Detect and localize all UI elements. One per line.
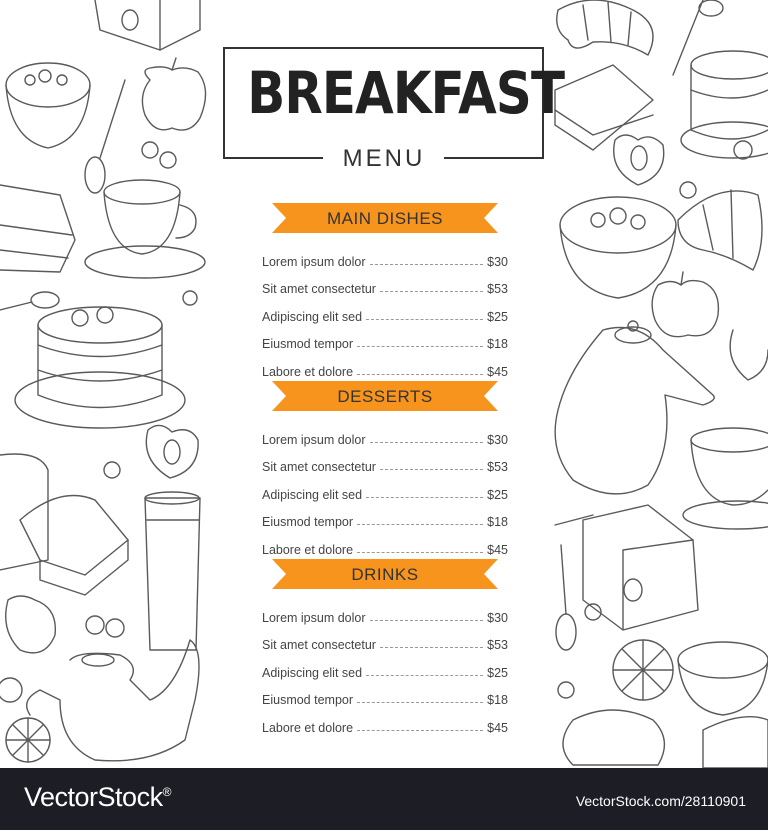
spoon-icon xyxy=(0,292,59,310)
section-desserts xyxy=(262,381,508,557)
item-price: $45 xyxy=(487,364,508,379)
dotted-leader xyxy=(370,264,484,265)
item-price: $30 xyxy=(487,610,508,625)
item-name: Eiusmod tempor xyxy=(262,515,354,529)
menu-item xyxy=(262,707,508,735)
right-illustrations xyxy=(553,0,768,768)
blueberries-icon xyxy=(86,142,197,637)
item-name: Eiusmod tempor xyxy=(262,693,354,707)
item-name: Lorem ipsum dolor xyxy=(262,610,366,625)
item-price: $45 xyxy=(487,542,508,557)
bread-icon xyxy=(0,454,128,595)
cereal-bowl-icon xyxy=(6,63,90,148)
dotted-leader xyxy=(357,346,483,347)
item-price: $30 xyxy=(487,254,508,269)
section-ribbon xyxy=(272,381,498,411)
apple-icon xyxy=(652,272,768,380)
item-price: $18 xyxy=(487,515,508,529)
dotted-leader xyxy=(366,497,483,498)
item-price: $25 xyxy=(487,665,508,680)
item-price: $18 xyxy=(487,337,508,351)
menu-item xyxy=(262,324,508,352)
item-name: Sit amet consectetur xyxy=(262,282,376,296)
pancakes-icon xyxy=(15,307,185,428)
coffee-cup-icon xyxy=(85,180,205,278)
section-heading: DRINKS xyxy=(351,565,419,584)
dotted-leader xyxy=(357,524,483,525)
coffee-cup-icon xyxy=(683,428,768,529)
menu-item xyxy=(262,597,508,625)
menu-item xyxy=(262,269,508,297)
item-price: $53 xyxy=(487,282,508,296)
menu-item xyxy=(262,447,508,475)
item-name: Sit amet consectetur xyxy=(262,460,376,474)
sandwich-icon xyxy=(0,185,75,272)
section-heading: DESSERTS xyxy=(337,387,433,406)
milk-carton-icon xyxy=(555,505,698,630)
menu-item xyxy=(262,241,508,269)
item-price: $30 xyxy=(487,432,508,447)
spoon-icon xyxy=(556,545,576,650)
section-ribbon xyxy=(272,203,498,233)
dotted-leader xyxy=(357,730,483,731)
dotted-leader xyxy=(366,319,483,320)
item-price: $45 xyxy=(487,720,508,735)
croissant-icon xyxy=(678,190,762,270)
menu-title: BREAKFAST xyxy=(247,59,565,127)
item-name: Lorem ipsum dolor xyxy=(262,254,366,269)
croissant-icon xyxy=(557,0,653,55)
croissant-icon xyxy=(563,710,768,768)
item-name: Labore et dolore xyxy=(262,720,354,735)
menu-item xyxy=(262,529,508,557)
menu-item xyxy=(262,680,508,708)
brand-name: VectorStock xyxy=(24,782,163,812)
menu-subtitle: MENU xyxy=(342,145,426,172)
item-name: Adipiscing elit sed xyxy=(262,309,363,324)
spoon-icon xyxy=(673,0,723,75)
dotted-leader xyxy=(357,702,483,703)
item-price: $25 xyxy=(487,309,508,324)
apple-icon xyxy=(142,58,205,130)
menu-item xyxy=(262,351,508,379)
blueberries-icon xyxy=(558,182,696,698)
watermark-bar xyxy=(0,768,768,830)
lemon-slice-icon xyxy=(613,640,673,700)
left-illustrations xyxy=(0,0,215,768)
item-name: Sit amet consectetur xyxy=(262,638,376,652)
dotted-leader xyxy=(380,291,483,292)
menu-item xyxy=(262,296,508,324)
teapot-icon xyxy=(27,640,199,761)
image-url: VectorStock.com/28110901 xyxy=(575,793,746,809)
porridge-bowl-icon xyxy=(678,642,768,715)
item-price: $53 xyxy=(487,460,508,474)
juice-glass-icon xyxy=(145,492,200,650)
dotted-leader xyxy=(357,374,483,375)
dotted-leader xyxy=(370,620,484,621)
section-ribbon xyxy=(272,559,498,589)
item-name: Labore et dolore xyxy=(262,542,354,557)
item-name: Adipiscing elit sed xyxy=(262,665,363,680)
dotted-leader xyxy=(370,442,484,443)
teapot-icon xyxy=(555,321,714,494)
title-frame xyxy=(223,47,565,157)
menu-item xyxy=(262,502,508,530)
menu-item xyxy=(262,652,508,680)
cereal-bowl-icon xyxy=(560,197,676,298)
spoon-icon xyxy=(85,80,125,193)
menu-item xyxy=(262,419,508,447)
item-price: $18 xyxy=(487,693,508,707)
milk-carton-icon xyxy=(95,0,200,50)
menu-item xyxy=(262,474,508,502)
vectorstock-logo xyxy=(24,782,171,813)
dotted-leader xyxy=(380,647,483,648)
menu-item xyxy=(262,625,508,653)
sandwich-icon xyxy=(555,65,653,150)
item-name: Lorem ipsum dolor xyxy=(262,432,366,447)
dotted-leader xyxy=(380,469,483,470)
section-main-dishes xyxy=(262,203,508,379)
item-name: Labore et dolore xyxy=(262,364,354,379)
item-price: $25 xyxy=(487,487,508,502)
dotted-leader xyxy=(366,675,483,676)
item-name: Adipiscing elit sed xyxy=(262,487,363,502)
section-drinks xyxy=(262,559,508,735)
section-heading: MAIN DISHES xyxy=(326,209,444,228)
dotted-leader xyxy=(357,552,483,553)
item-price: $53 xyxy=(487,638,508,652)
registered-mark: ® xyxy=(162,785,171,799)
pancakes-icon xyxy=(681,51,768,159)
item-name: Eiusmod tempor xyxy=(262,337,354,351)
